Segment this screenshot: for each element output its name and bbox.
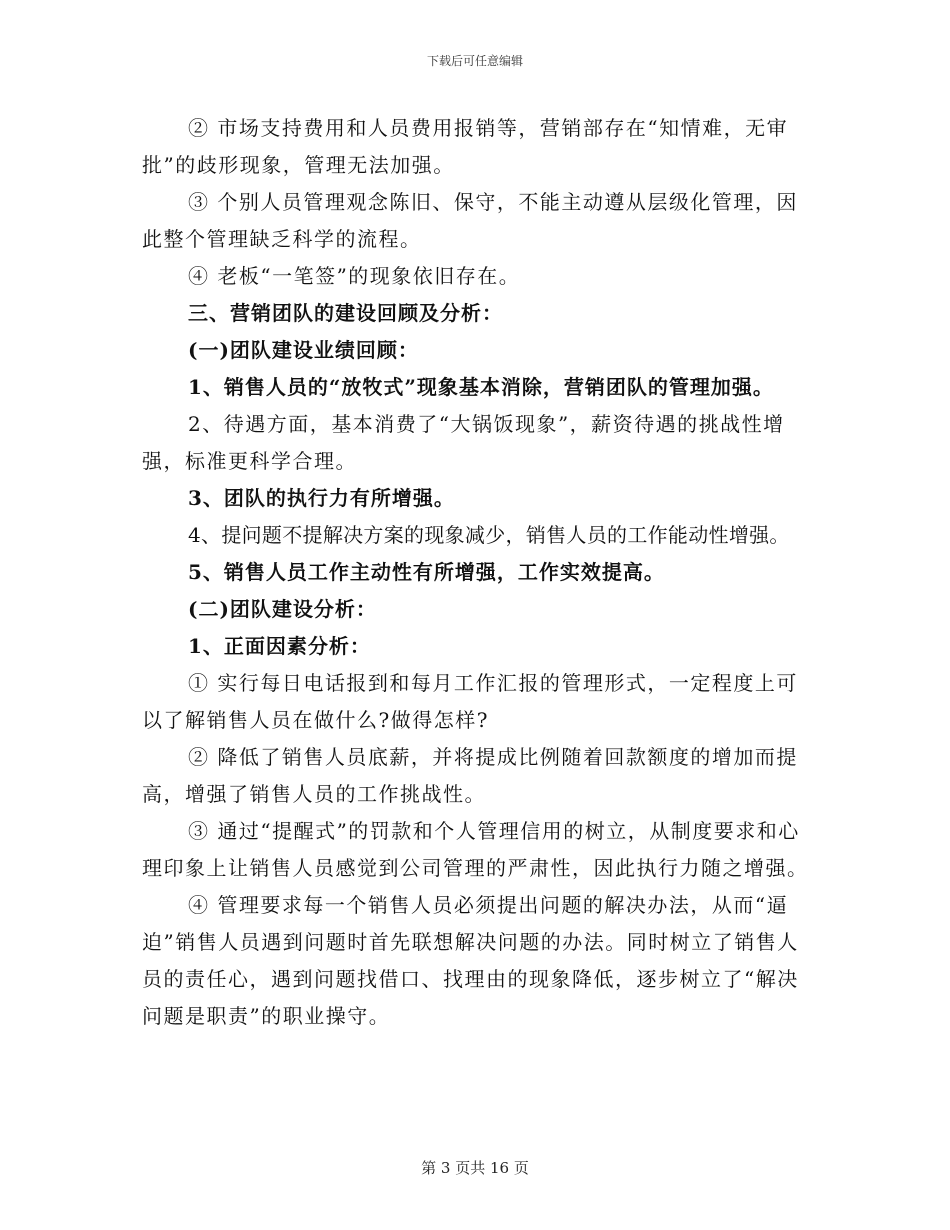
paragraph-9: 4、提问题不提解决方案的现象减少，销售人员的工作能动性增强。 (188, 523, 790, 547)
paragraph-7: 2、待遇方面，基本消费了“大锅饭现象”，薪资待遇的挑战性增强，标准更科学合理。 (142, 412, 785, 473)
paragraph-2: ③ 个别人员管理观念陈旧、保守，不能主动遵从层级化管理，因此整个管理缺乏科学的流程。 (142, 190, 798, 251)
paragraph-12: 1、正面因素分析： (188, 634, 371, 658)
document-body (142, 110, 812, 1035)
paragraph-10: 5、销售人员工作主动性有所增强，工作实效提高。 (188, 560, 665, 584)
page-header: 下载后可任意编辑 (426, 54, 523, 68)
paragraph-15: ③ 通过“提醒式”的罚款和个人管理信用的树立，从制度要求和心理印象上让销售人员感觉到公司管理的严肃性，因此执行力随之增强。 (142, 819, 809, 880)
subsection-heading-1: (一)团队建设业绩回顾： (188, 338, 419, 362)
subsection-heading-2: (二)团队建设分析： (188, 597, 377, 621)
paragraph-6: 1、销售人员的“放牧式”现象基本消除，营销团队的管理加强。 (188, 375, 774, 399)
paragraph-14: ② 降低了销售人员底薪，并将提成比例随着回款额度的增加而提高，增强了销售人员的工作挑战性。 (142, 745, 798, 806)
page-footer: 第 3 页共 16 页 (421, 1159, 529, 1177)
paragraph-16: ④ 管理要求每一个销售人员必须提出问题的解决办法，从而“逼迫”销售人员遇到问题时首先联想解决问题的办法。同时树立了销售人员的责任心，遇到问题找借口、找理由的现象降低，逐步树立了“解决问题是职责”的职业操守。 (142, 893, 799, 1028)
paragraph-3: ④ 老板“一笔签”的现象依旧存在。 (188, 264, 521, 288)
section-heading-3: 三、营销团队的建设回顾及分析： (188, 301, 503, 325)
paragraph-1: ② 市场支持费用和人员费用报销等，营销部存在“知情难，无审批”的歧形现象，管理无法加强。 (142, 116, 789, 177)
paragraph-8: 3、团队的执行力有所增强。 (188, 486, 455, 510)
paragraph-13: ① 实行每日电话报到和每月工作汇报的管理形式，一定程度上可以了解销售人员在做什么?做得怎样? (142, 671, 798, 732)
